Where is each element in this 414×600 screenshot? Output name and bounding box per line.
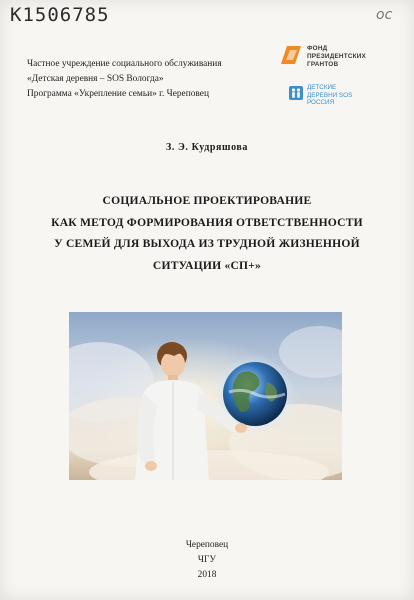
author-name: З. Э. Кудряшова	[165, 142, 249, 153]
organization-block	[27, 57, 262, 102]
handwritten-mark: ос	[376, 7, 393, 23]
organization-line: Программа «Укрепление семьи» г. Череповец	[27, 89, 209, 99]
imprint-publisher: ЧГУ	[197, 555, 217, 565]
fund-logo-text: ФОНД ПРЕЗИДЕНТСКИХ ГРАНТОВ	[307, 45, 367, 68]
organization-line: Частное учреждение социального обслуживания	[27, 59, 222, 69]
organization-line: «Детская деревня – SOS Вологда»	[27, 74, 164, 84]
sos-villages-logo	[289, 84, 399, 112]
imprint-year: 2018	[197, 570, 217, 580]
library-code: K1506785	[10, 4, 110, 26]
cover-illustration	[69, 312, 342, 480]
fund-flag-icon	[281, 46, 301, 64]
title-line: СИТУАЦИИ «СП+»	[152, 258, 262, 272]
book-title	[0, 190, 414, 276]
title-line: СОЦИАЛЬНОЕ ПРОЕКТИРОВАНИЕ	[102, 194, 312, 207]
imprint-city: Череповец	[185, 540, 229, 550]
title-line: У СЕМЕЙ ДЛЯ ВЫХОДА ИЗ ТРУДНОЙ ЖИЗНЕННОЙ	[54, 237, 360, 250]
title-line: КАК МЕТОД ФОРМИРОВАНИЯ ОТВЕТСТВЕННОСТИ	[51, 215, 363, 229]
imprint-block	[0, 538, 414, 583]
sos-logo-text: ДЕТСКИЕ ДЕРЕВНИ SOS РОССИЯ	[307, 84, 353, 107]
sos-people-icon	[289, 86, 303, 100]
presidential-grants-fund-logo	[281, 44, 391, 74]
